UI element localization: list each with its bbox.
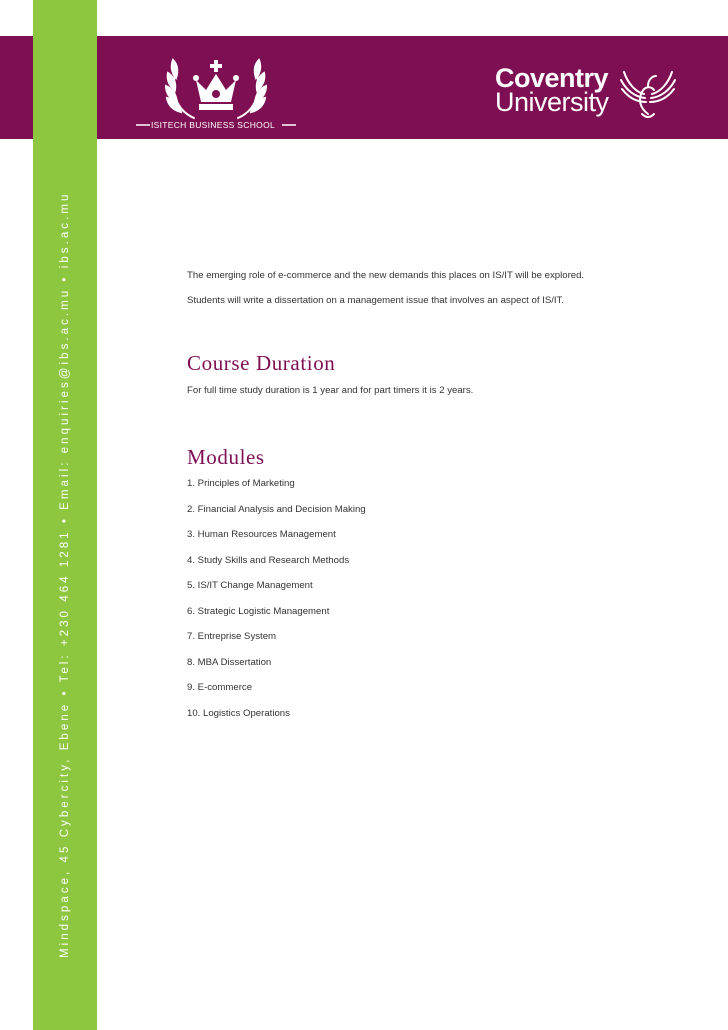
list-item: 3. Human Resources Management	[187, 529, 336, 540]
list-item: 10. Logistics Operations	[187, 707, 290, 719]
coventry-wordmark-line2: University	[495, 87, 609, 117]
course-duration-heading: Course Duration	[187, 351, 336, 375]
isitech-school-name: ISITECH BUSINESS SCHOOL	[150, 120, 276, 130]
sidebar-contact-text: Mindspace, 45 Cybercity, Ebene • Tel: +230 464 1281 • Email: enquiries@ibs.ac.mu • ibs.ac.mu	[59, 191, 71, 958]
intro-paragraph-1: The emerging role of e-commerce and the new demands this places on IS/IT will be explored.	[187, 270, 585, 281]
modules-heading: Modules	[187, 445, 265, 469]
list-item: 9. E-commerce	[187, 682, 253, 693]
phoenix-icon	[618, 64, 678, 122]
coventry-wordmark-line1: Coventry	[495, 63, 609, 93]
intro-paragraph-2: Students will write a dissertation on a management issue that involves an aspect of IS/IT.	[187, 295, 565, 306]
course-duration-text: For full time study duration is 1 year and for part timers it is 2 years.	[187, 385, 474, 396]
list-item: 1. Principles of Marketing	[187, 478, 295, 489]
list-item: 8. MBA Dissertation	[187, 656, 272, 668]
list-item: 5. IS/IT Change Management	[187, 580, 313, 591]
list-item: 2. Financial Analysis and Decision Making	[187, 503, 366, 515]
modules-list	[187, 477, 366, 732]
list-item: 7. Entreprise System	[187, 631, 277, 642]
list-item: 4. Study Skills and Research Methods	[187, 554, 350, 566]
list-item: 6. Strategic Logistic Management	[187, 605, 330, 617]
